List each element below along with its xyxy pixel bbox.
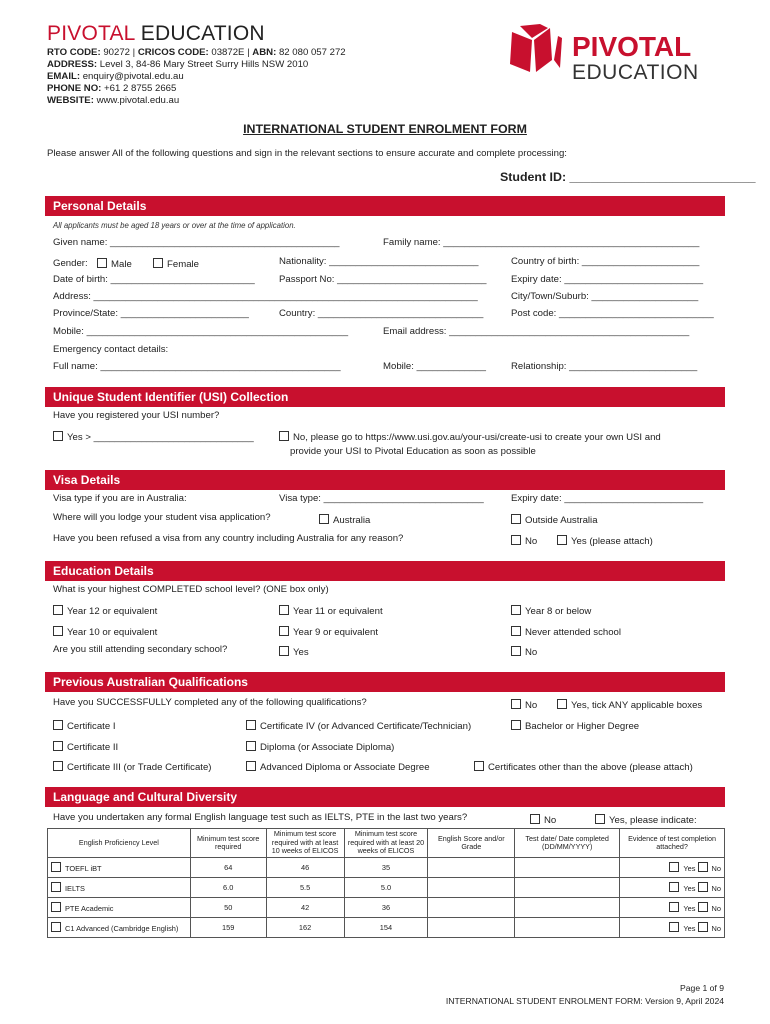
quals-yes-option[interactable] (557, 699, 702, 711)
cricos-value: 03872E | (208, 47, 253, 58)
w10-cell: 46 (266, 858, 344, 878)
usi-yes-label: Yes > ______________________________ (67, 432, 254, 443)
never-attended-option[interactable] (511, 626, 621, 638)
visa-type-label: Visa type if you are in Australia: (53, 493, 187, 504)
usi-yes-checkbox[interactable] (53, 431, 63, 441)
cert4-option[interactable] (246, 720, 471, 732)
emergency-mobile-field[interactable]: Mobile: _____________ (383, 361, 486, 372)
adv-diploma-label: Advanced Diploma or Associate Degree (260, 762, 430, 773)
quals-no-label: No (525, 700, 538, 711)
bachelor-option[interactable] (511, 720, 639, 732)
score-input-cell[interactable] (428, 858, 515, 878)
gender-female-option[interactable] (153, 258, 199, 270)
evidence-cell[interactable] (620, 858, 725, 878)
pivotal-logo-icon (510, 24, 725, 84)
age-note: All applicants must be aged 18 years or over at the time of application. (53, 221, 296, 230)
evidence-yes-checkbox[interactable] (669, 902, 679, 912)
col-proficiency: English Proficiency Level (48, 829, 191, 858)
cert4-checkbox[interactable] (246, 720, 256, 730)
col-20-weeks: Minimum test score required with at least 20 weeks of ELICOS (344, 829, 428, 858)
cert2-option[interactable] (53, 741, 118, 753)
still-yes-option[interactable] (279, 646, 309, 658)
table-header-row (48, 829, 725, 858)
still-no-option[interactable] (511, 646, 537, 658)
still-no-label: No (525, 647, 538, 658)
qualifications-question: Have you SUCCESSFULLY completed any of the following qualifications? (53, 697, 367, 708)
usi-yes-option[interactable] (53, 431, 254, 443)
rto-value: 90272 | (100, 47, 138, 58)
evidence-no-checkbox[interactable] (698, 922, 708, 932)
quals-yes-label: Yes, tick ANY applicable boxes (571, 700, 703, 711)
year10-label: Year 10 or equivalent (67, 627, 158, 638)
cert1-option[interactable] (53, 720, 116, 732)
w10-cell: 42 (266, 898, 344, 918)
no-label: No (711, 904, 721, 913)
brand-title (47, 22, 265, 46)
col-evidence: Evidence of test completion attached? (620, 829, 725, 858)
usi-question: Have you registered your USI number? (53, 410, 220, 421)
yes-label: Yes (683, 864, 696, 873)
website-label: WEBSITE: (47, 95, 94, 106)
test-name: IELTS (65, 884, 85, 893)
other-cert-option[interactable] (474, 761, 693, 773)
min-cell: 6.0 (190, 878, 266, 898)
cricos-label: CRICOS CODE: (137, 47, 209, 58)
test-name: TOEFL iBT (65, 864, 102, 873)
dob-field[interactable]: Date of birth: ___________________________ (53, 274, 255, 285)
email-field[interactable]: Email address: _____________________________________________ (383, 326, 690, 337)
given-name-field[interactable]: Given name: ___________________________________________ (53, 237, 340, 248)
evidence-cell[interactable] (620, 878, 725, 898)
english-test-table (47, 828, 725, 938)
quals-no-checkbox[interactable] (511, 699, 521, 709)
year9-checkbox[interactable] (279, 626, 289, 636)
usi-no-checkbox[interactable] (279, 431, 289, 441)
email-label: EMAIL: (47, 71, 81, 82)
table-row (48, 898, 725, 918)
w20-cell: 35 (344, 858, 428, 878)
adv-diploma-option[interactable] (246, 761, 430, 773)
c1-checkbox[interactable] (51, 922, 61, 932)
emergency-name-field[interactable]: Full name: _____________________________________________ (53, 361, 341, 372)
table-row (48, 878, 725, 898)
adv-diploma-checkbox[interactable] (246, 761, 256, 771)
date-input-cell[interactable] (515, 918, 620, 938)
pte-checkbox[interactable] (51, 902, 61, 912)
language-yes-checkbox[interactable] (595, 814, 605, 824)
year11-label: Year 11 or equivalent (293, 606, 383, 617)
rto-line (47, 47, 346, 59)
still-attending-question: Are you still attending secondary school? (53, 644, 228, 655)
no-label: No (711, 864, 721, 873)
language-no-option[interactable] (530, 814, 556, 826)
diploma-label: Diploma (or Associate Diploma) (260, 742, 395, 753)
refused-no-label: No (525, 536, 538, 547)
address-value: Level 3, 84-86 Mary Street Surry Hills NSW 2010 (97, 59, 309, 70)
visa-lodge-question: Where will you lodge your student visa application? (53, 512, 271, 523)
never-attended-checkbox[interactable] (511, 626, 521, 636)
phone-label: PHONE NO: (47, 83, 102, 94)
bachelor-checkbox[interactable] (511, 720, 521, 730)
ielts-checkbox[interactable] (51, 882, 61, 892)
cert4-label: Certificate IV (or Advanced Certificate/Technician) (260, 721, 472, 732)
cert3-checkbox[interactable] (53, 761, 63, 771)
refused-no-option[interactable] (511, 535, 537, 547)
year11-checkbox[interactable] (279, 605, 289, 615)
usi-no-label: No, please go to https://www.usi.gov.au/your-usi/create-usi to create your own USI and (293, 432, 661, 443)
min-cell: 64 (190, 858, 266, 878)
address-field[interactable]: Address: ________________________________________________________________________ (53, 291, 478, 302)
mobile-field[interactable]: Mobile: _________________________________________________ (53, 326, 349, 337)
language-no-checkbox[interactable] (530, 814, 540, 824)
min-cell: 50 (190, 898, 266, 918)
website-value: www.pivotal.edu.au (93, 95, 180, 106)
gender-label: Gender: (53, 258, 88, 269)
refused-yes-option[interactable] (557, 535, 653, 547)
test-name-cell[interactable] (48, 898, 191, 918)
email-line (47, 71, 184, 83)
outside-label: Outside Australia (525, 515, 598, 526)
w20-cell: 5.0 (344, 878, 428, 898)
test-name: C1 Advanced (Cambridge English) (65, 924, 179, 933)
country-field[interactable]: Country: _______________________________ (279, 308, 484, 319)
refused-no-checkbox[interactable] (511, 535, 521, 545)
toefl-checkbox[interactable] (51, 862, 61, 872)
diploma-checkbox[interactable] (246, 741, 256, 751)
lodge-outside-option[interactable] (511, 514, 598, 526)
yes-label: Yes (683, 924, 696, 933)
min-cell: 159 (190, 918, 266, 938)
male-label: Male (111, 259, 132, 270)
quals-yes-checkbox[interactable] (557, 699, 567, 709)
cert1-checkbox[interactable] (53, 720, 63, 730)
no-label: No (711, 924, 721, 933)
cert1-label: Certificate I (67, 721, 116, 732)
nationality-field[interactable]: Nationality: ____________________________ (279, 256, 479, 267)
test-name-cell[interactable] (48, 878, 191, 898)
form-intro: Please answer All of the following questions and sign in the relevant sections to ensure accurate and complete processing: (47, 148, 567, 159)
family-name-field[interactable]: Family name: ________________________________________________ (383, 237, 700, 248)
test-name: PTE Academic (65, 904, 114, 913)
test-name-cell[interactable] (48, 858, 191, 878)
other-cert-label: Certificates other than the above (please attach) (488, 762, 693, 773)
address-line (47, 59, 308, 71)
logo-text-education: EDUCATION (572, 61, 699, 84)
abn-label: ABN: (252, 47, 277, 58)
evidence-yes-checkbox[interactable] (669, 862, 679, 872)
brand-title-rest: EDUCATION (134, 22, 265, 45)
country-of-birth-field[interactable]: Country of birth: ______________________ (511, 256, 700, 267)
year10-checkbox[interactable] (53, 626, 63, 636)
still-no-checkbox[interactable] (511, 646, 521, 656)
personal-details-heading: Personal Details (45, 196, 725, 216)
usi-no-label-2: provide your USI to Pivotal Education as soon as possible (290, 446, 536, 457)
year8-label: Year 8 or below (525, 606, 592, 617)
province-field[interactable]: Province/State: ________________________ (53, 308, 249, 319)
brand-title-red: PIVOTAL (47, 22, 135, 45)
outside-checkbox[interactable] (511, 514, 521, 524)
language-heading: Language and Cultural Diversity (45, 787, 725, 807)
test-name-cell[interactable] (48, 918, 191, 938)
education-heading: Education Details (45, 561, 725, 581)
email-value: enquiry@pivotal.edu.au (80, 71, 184, 82)
cert3-option[interactable] (53, 761, 211, 773)
year12-label: Year 12 or equivalent (67, 606, 158, 617)
date-input-cell[interactable] (515, 898, 620, 918)
table-row (48, 918, 725, 938)
qualifications-heading: Previous Australian Qualifications (45, 672, 725, 692)
still-yes-label: Yes (293, 647, 309, 658)
evidence-no-checkbox[interactable] (698, 882, 708, 892)
cert2-label: Certificate II (67, 742, 119, 753)
gender-male-option[interactable] (97, 258, 132, 270)
score-input-cell[interactable] (428, 918, 515, 938)
evidence-no-checkbox[interactable] (698, 902, 708, 912)
cert3-label: Certificate III (or Trade Certificate) (67, 762, 212, 773)
refused-yes-label: Yes (please attach) (571, 536, 653, 547)
year9-option[interactable] (279, 626, 378, 638)
col-score-grade: English Score and/or Grade (428, 829, 515, 858)
usi-no-option[interactable] (279, 431, 661, 443)
no-label: No (711, 884, 721, 893)
score-input-cell[interactable] (428, 878, 515, 898)
yes-label: Yes (683, 884, 696, 893)
language-no-label: No (544, 815, 557, 826)
city-field[interactable]: City/Town/Suburb: ____________________ (511, 291, 699, 302)
year12-checkbox[interactable] (53, 605, 63, 615)
diploma-option[interactable] (246, 741, 394, 753)
visa-heading: Visa Details (45, 470, 725, 490)
emergency-label: Emergency contact details: (53, 344, 169, 355)
col-10-weeks: Minimum test score required with at least 10 weeks of ELICOS (266, 829, 344, 858)
evidence-cell[interactable] (620, 918, 725, 938)
logo-text-pivotal: PIVOTAL (572, 31, 692, 62)
w20-cell: 36 (344, 898, 428, 918)
still-yes-checkbox[interactable] (279, 646, 289, 656)
language-yes-option[interactable] (595, 814, 697, 826)
phone-line (47, 83, 176, 95)
student-id-field[interactable]: Student ID: ___________________________ (500, 170, 756, 184)
bachelor-label: Bachelor or Higher Degree (525, 721, 640, 732)
refused-yes-checkbox[interactable] (557, 535, 567, 545)
australia-checkbox[interactable] (319, 514, 329, 524)
evidence-yes-checkbox[interactable] (669, 882, 679, 892)
w10-cell: 162 (266, 918, 344, 938)
visa-type-field[interactable]: Visa type: ______________________________ (279, 493, 484, 504)
rto-label: RTO CODE: (47, 47, 101, 58)
visa-refused-question: Have you been refused a visa from any country including Australia for any reason? (53, 533, 404, 544)
female-checkbox[interactable] (153, 258, 163, 268)
score-input-cell[interactable] (428, 898, 515, 918)
cert2-checkbox[interactable] (53, 741, 63, 751)
form-title: INTERNATIONAL STUDENT ENROLMENT FORM (243, 122, 527, 136)
language-question: Have you undertaken any formal English language test such as IELTS, PTE in the last two years? (53, 812, 468, 823)
w10-cell: 5.5 (266, 878, 344, 898)
language-yes-label: Yes, please indicate: (609, 815, 697, 826)
page-number: Page 1 of 9 (680, 983, 724, 993)
abn-value: 82 080 057 272 (276, 47, 346, 58)
australia-label: Australia (333, 515, 371, 526)
year9-label: Year 9 or equivalent (293, 627, 378, 638)
quals-no-option[interactable] (511, 699, 537, 711)
year12-option[interactable] (53, 605, 157, 617)
other-cert-checkbox[interactable] (474, 761, 484, 771)
evidence-cell[interactable] (620, 898, 725, 918)
female-label: Female (167, 259, 199, 270)
year8-option[interactable] (511, 605, 591, 617)
address-label: ADDRESS: (47, 59, 98, 70)
lodge-australia-option[interactable] (319, 514, 370, 526)
usi-heading: Unique Student Identifier (USI) Collection (45, 387, 725, 407)
year10-option[interactable] (53, 626, 157, 638)
visa-expiry-field[interactable]: Expiry date: __________________________ (511, 493, 704, 504)
education-question: What is your highest COMPLETED school level? (ONE box only) (53, 584, 329, 595)
col-test-date: Test date/ Date completed (DD/MM/YYYY) (515, 829, 620, 858)
passport-expiry-field[interactable]: Expiry date: __________________________ (511, 274, 704, 285)
yes-label: Yes (683, 904, 696, 913)
relationship-field[interactable]: Relationship: ________________________ (511, 361, 698, 372)
phone-value: +61 2 8755 2665 (101, 83, 177, 94)
year11-option[interactable] (279, 605, 383, 617)
post-code-field[interactable]: Post code: _____________________________ (511, 308, 714, 319)
table-row (48, 858, 725, 878)
year8-checkbox[interactable] (511, 605, 521, 615)
date-input-cell[interactable] (515, 878, 620, 898)
evidence-no-checkbox[interactable] (698, 862, 708, 872)
website-line (47, 95, 179, 107)
col-min-score: Minimum test score required (190, 829, 266, 858)
never-attended-label: Never attended school (525, 627, 621, 638)
passport-field[interactable]: Passport No: ____________________________ (279, 274, 487, 285)
w20-cell: 154 (344, 918, 428, 938)
form-version: INTERNATIONAL STUDENT ENROLMENT FORM: Version 9, April 2024 (445, 996, 724, 1006)
evidence-yes-checkbox[interactable] (669, 922, 679, 932)
male-checkbox[interactable] (97, 258, 107, 268)
date-input-cell[interactable] (515, 858, 620, 878)
